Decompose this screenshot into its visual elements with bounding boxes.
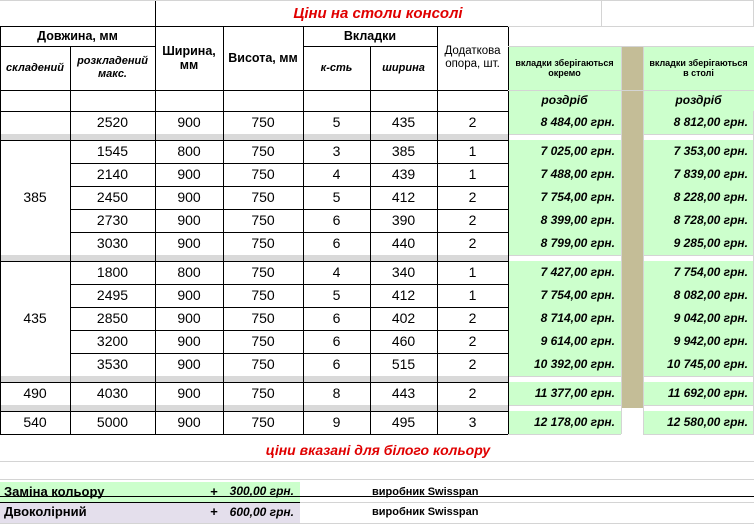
cell-support: 2 — [468, 235, 477, 252]
cell-count: 3 — [332, 143, 341, 160]
cell-insert-width: 390 — [391, 212, 416, 229]
cell-price-separate: 7 025,00 грн. — [540, 143, 615, 158]
extra-maker: виробник Swisspan — [372, 485, 479, 498]
cell-width: 900 — [177, 166, 201, 183]
cell-width: 900 — [177, 212, 201, 229]
grid-line — [508, 405, 621, 406]
cell-width: 900 — [177, 189, 201, 206]
cell-insert-width: 412 — [391, 189, 416, 206]
cell-folded: 490 — [23, 385, 47, 402]
cell-price-in-table: 10 745,00 грн. — [666, 356, 748, 371]
cell-price-in-table: 7 839,00 грн. — [673, 166, 748, 181]
cell-support: 1 — [468, 264, 477, 281]
cell-count: 5 — [332, 189, 341, 206]
header-line — [0, 90, 508, 91]
cell-support: 2 — [468, 189, 477, 206]
extra-price: 600,00 грн. — [229, 504, 294, 519]
grid-col-line — [601, 0, 602, 26]
cell-height: 750 — [251, 414, 275, 431]
cell-width: 900 — [177, 114, 201, 131]
cell-count: 9 — [332, 414, 341, 431]
col-line — [437, 111, 438, 434]
cell-height: 750 — [251, 264, 275, 281]
cell-insert-width: 435 — [391, 114, 416, 131]
cell-unfolded: 4030 — [96, 385, 129, 402]
header-col-line — [155, 0, 156, 26]
cell-price-in-table: 8 228,00 грн. — [673, 189, 748, 204]
header-inserts: Вкладки — [343, 28, 397, 43]
header-support: Додаткова опора, шт. — [444, 44, 501, 70]
cell-price-separate: 8 799,00 грн. — [540, 235, 615, 250]
header-col-line — [508, 26, 509, 111]
grid-line — [643, 434, 754, 435]
grid-line — [508, 255, 621, 256]
cell-unfolded: 1800 — [96, 264, 129, 281]
cell-insert-width: 340 — [391, 264, 416, 281]
cell-price-in-table: 9 942,00 грн. — [673, 333, 748, 348]
grid-col-line — [643, 111, 644, 434]
cell-support: 2 — [468, 385, 477, 402]
header-col-line — [303, 26, 304, 111]
col-line — [0, 111, 1, 434]
cell-insert-width: 402 — [391, 310, 416, 327]
retail-label-2: роздріб — [643, 90, 754, 111]
header-stored-separately: вкладки зберігаються окремо — [508, 46, 621, 90]
extras-line — [0, 502, 300, 503]
cell-height: 750 — [251, 212, 275, 229]
cell-width: 900 — [177, 287, 201, 304]
cell-height: 750 — [251, 143, 275, 160]
grid-line — [508, 434, 621, 435]
grid-line — [0, 0, 754, 1]
cell-price-in-table: 9 285,00 грн. — [673, 235, 748, 250]
extra-plus: + — [210, 483, 218, 499]
cell-count: 6 — [332, 310, 341, 327]
header-stored-in-table: вкладки зберігаються в столі — [643, 46, 754, 90]
cell-unfolded: 5000 — [96, 414, 129, 431]
header-folded: складений — [6, 61, 64, 74]
cell-unfolded: 2850 — [96, 310, 129, 327]
cell-height: 750 — [251, 114, 275, 131]
cell-insert-width: 439 — [391, 166, 416, 183]
cell-width: 900 — [177, 235, 201, 252]
cell-count: 5 — [332, 114, 341, 131]
cell-support: 2 — [468, 114, 477, 131]
grid-line — [508, 90, 754, 91]
cell-height: 750 — [251, 385, 275, 402]
cell-price-separate: 8 484,00 грн. — [540, 114, 615, 129]
cell-price-in-table: 7 353,00 грн. — [673, 143, 748, 158]
cell-unfolded: 3200 — [96, 333, 129, 350]
cell-support: 1 — [468, 143, 477, 160]
cell-unfolded: 2140 — [96, 166, 129, 183]
header-col-line — [70, 46, 71, 111]
grid-line — [643, 255, 754, 256]
grid-line — [0, 461, 754, 462]
header-insert-width: ширина — [382, 61, 425, 74]
cell-price-separate: 7 754,00 грн. — [540, 189, 615, 204]
group-top-line — [0, 140, 508, 141]
grid-line — [643, 405, 754, 406]
cell-width: 800 — [177, 143, 201, 160]
header-line — [0, 46, 155, 47]
cell-count: 6 — [332, 333, 341, 350]
cell-folded: 540 — [23, 414, 47, 431]
cell-insert-width: 412 — [391, 287, 416, 304]
header-length: Довжина, мм — [37, 28, 118, 43]
cell-price-separate: 8 714,00 грн. — [540, 310, 615, 325]
grid-line — [508, 26, 754, 27]
group-bottom-line — [0, 434, 508, 435]
col-line — [155, 111, 156, 434]
grid-line — [643, 134, 754, 135]
cell-support: 2 — [468, 333, 477, 350]
cell-price-separate: 10 392,00 грн. — [533, 356, 615, 371]
cell-width: 800 — [177, 264, 201, 281]
cell-width: 900 — [177, 356, 201, 373]
cell-support: 2 — [468, 212, 477, 229]
cell-unfolded: 2450 — [96, 189, 129, 206]
cell-price-in-table: 7 754,00 грн. — [673, 264, 748, 279]
header-col-line — [223, 26, 224, 111]
group-top-line — [0, 111, 508, 112]
cell-height: 750 — [251, 356, 275, 373]
cell-height: 750 — [251, 235, 275, 252]
extra-label: Заміна кольору — [4, 483, 105, 499]
cell-count: 6 — [332, 212, 341, 229]
col-line — [223, 111, 224, 434]
cell-unfolded: 2520 — [96, 114, 129, 131]
header-line — [0, 26, 508, 27]
grid-line — [508, 134, 621, 135]
header-width: Ширина, мм — [162, 43, 216, 72]
cell-price-in-table: 12 580,00 грн. — [666, 414, 748, 429]
extra-plus: + — [210, 504, 218, 520]
cell-insert-width: 443 — [391, 385, 416, 402]
extra-price: 300,00 грн. — [229, 484, 294, 499]
cell-unfolded: 3530 — [96, 356, 129, 373]
cell-unfolded: 1545 — [96, 143, 129, 160]
header-col-line — [437, 26, 438, 111]
cell-price-in-table: 9 042,00 грн. — [673, 310, 748, 325]
cell-width: 900 — [177, 333, 201, 350]
cell-height: 750 — [251, 287, 275, 304]
group-top-line — [0, 261, 508, 262]
cell-folded — [0, 111, 70, 134]
extra-maker: виробник Swisspan — [372, 506, 479, 519]
grid-col-line — [643, 46, 644, 111]
cell-insert-width: 385 — [391, 143, 416, 160]
header-unfolded: розкладений макс. — [77, 55, 148, 80]
tan-spacer — [621, 46, 643, 408]
col-line — [70, 111, 71, 434]
cell-count: 6 — [332, 356, 341, 373]
cell-height: 750 — [251, 310, 275, 327]
cell-price-in-table: 8 728,00 грн. — [673, 212, 748, 227]
header-col-line — [0, 26, 1, 111]
grid-line — [508, 376, 621, 377]
group-top-line — [0, 382, 508, 383]
col-line — [508, 111, 509, 434]
extra-label: Двоколірний — [4, 504, 87, 520]
cell-price-separate: 7 427,00 грн. — [540, 264, 615, 279]
cell-count: 4 — [332, 166, 341, 183]
header-col-line — [370, 46, 371, 111]
cell-price-separate: 7 754,00 грн. — [540, 287, 615, 302]
grid-col-line — [621, 111, 622, 434]
cell-height: 750 — [251, 189, 275, 206]
cell-width: 900 — [177, 310, 201, 327]
cell-insert-width: 495 — [391, 414, 416, 431]
cell-unfolded: 3030 — [96, 235, 129, 252]
cell-price-separate: 9 614,00 грн. — [540, 333, 615, 348]
cell-height: 750 — [251, 333, 275, 350]
cell-support: 2 — [468, 310, 477, 327]
col-line — [370, 111, 371, 434]
cell-folded: 385 — [23, 189, 47, 206]
cell-insert-width: 460 — [391, 333, 416, 350]
cell-support: 3 — [468, 414, 477, 431]
cell-insert-width: 440 — [391, 235, 416, 252]
header-col-line — [155, 26, 156, 111]
cell-folded: 435 — [23, 310, 47, 327]
cell-support: 1 — [468, 166, 477, 183]
cell-count: 4 — [332, 264, 341, 281]
cell-unfolded: 2730 — [96, 212, 129, 229]
cell-price-in-table: 11 692,00 грн. — [667, 385, 748, 400]
note-white-color: ціни вказані для білого кольору — [265, 441, 491, 458]
cell-width: 900 — [177, 385, 201, 402]
cell-price-in-table: 8 082,00 грн. — [673, 287, 748, 302]
cell-unfolded: 2495 — [96, 287, 129, 304]
cell-support: 2 — [468, 356, 477, 373]
cell-count: 6 — [332, 235, 341, 252]
sheet-title: Ціни на столи консолі — [293, 5, 463, 23]
cell-count: 8 — [332, 385, 341, 402]
cell-price-separate: 8 399,00 грн. — [540, 212, 615, 227]
cell-height: 750 — [251, 166, 275, 183]
grid-line — [508, 46, 754, 47]
cell-price-separate: 11 377,00 грн. — [534, 385, 615, 400]
header-height: Висота, мм — [228, 50, 298, 65]
header-count: к-сть — [320, 61, 353, 74]
grid-line — [643, 376, 754, 377]
cell-support: 1 — [468, 287, 477, 304]
cell-price-in-table: 8 812,00 грн. — [673, 114, 748, 129]
cell-price-separate: 7 488,00 грн. — [540, 166, 615, 181]
retail-label-1: роздріб — [508, 90, 621, 111]
group-top-line — [0, 411, 508, 412]
col-line — [303, 111, 304, 434]
cell-insert-width: 515 — [391, 356, 416, 373]
cell-width: 900 — [177, 414, 201, 431]
cell-count: 5 — [332, 287, 341, 304]
cell-price-separate: 12 178,00 грн. — [533, 414, 615, 429]
grid-col-line — [621, 46, 622, 111]
grid-line — [0, 479, 754, 480]
